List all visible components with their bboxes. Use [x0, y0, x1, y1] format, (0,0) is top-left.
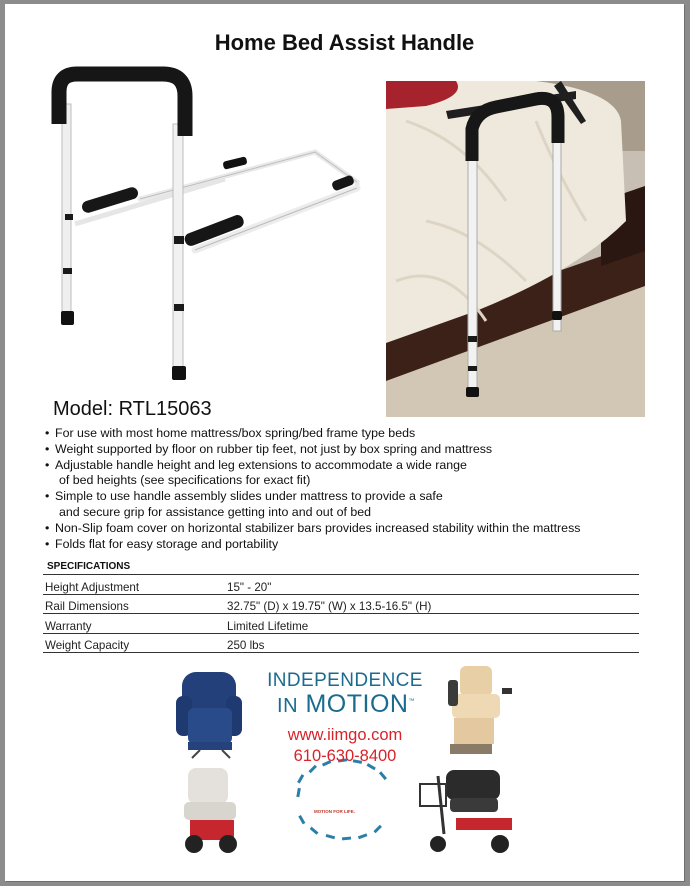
spec-value: 250 lbs: [225, 633, 639, 653]
brand-motion: MOTION: [305, 690, 409, 718]
feature-item: • Non-Slip foam cover on horizontal stabilizer bars provides increased stability within the mattress: [45, 521, 665, 537]
spec-value: Limited Lifetime: [225, 614, 639, 634]
feature-item: • Folds flat for easy storage and portability: [45, 537, 665, 553]
specifications-table: [43, 574, 639, 653]
spec-label: Weight Capacity: [43, 633, 225, 653]
feature-item: • Adjustable handle height and leg extensions to accommodate a wide range: [45, 458, 665, 474]
stair-lift-image: [448, 666, 512, 754]
feature-item-continuation: of bed heights (see specifications for exact fit): [59, 473, 311, 488]
spec-label: Height Adjustment: [43, 575, 225, 595]
phone-number: 610-630-8400: [293, 747, 397, 765]
spec-label: Rail Dimensions: [43, 594, 225, 614]
trademark-symbol: ™: [408, 698, 415, 705]
mobility-scooter-image: [420, 770, 512, 853]
brand-name-line1: INDEPENDENCE: [267, 670, 423, 691]
spec-label: Warranty: [43, 614, 225, 634]
document-page: [5, 4, 684, 881]
table-row: [43, 575, 639, 595]
page-title: Home Bed Assist Handle: [214, 30, 475, 55]
feature-list: [45, 426, 665, 552]
feature-item: • Weight supported by floor on rubber tip feet, not just by box spring and mattress: [45, 442, 665, 458]
feature-item: • For use with most home mattress/box spring/bed frame type beds: [45, 426, 665, 442]
feature-item-continuation: and secure grip for assistance getting into and out of bed: [59, 504, 372, 519]
table-row: [43, 633, 639, 653]
tagline: MOTION FOR LIFE.: [314, 809, 355, 814]
power-wheelchair-image: [184, 768, 237, 853]
spec-value: 32.75" (D) x 19.75" (W) x 13.5-16.5" (H): [225, 594, 639, 614]
website-link[interactable]: www.iimgo.com: [287, 726, 403, 744]
table-row: [43, 594, 639, 614]
brand-in: IN: [277, 695, 299, 717]
motion-for-life-logo: [296, 758, 387, 840]
spec-value: 15" - 20": [225, 575, 639, 595]
brand-name-line2: [258, 690, 434, 719]
product-photo-assist-handle: [45, 64, 375, 384]
feature-item: • Simple to use handle assembly slides under mattress to provide a safe: [45, 489, 665, 505]
product-in-use-photo: [386, 81, 645, 417]
table-row: [43, 614, 639, 634]
specifications-heading: SPECIFICATIONS: [47, 561, 131, 572]
lift-chair-image: [176, 672, 242, 758]
model-number: Model: RTL15063: [53, 398, 212, 420]
